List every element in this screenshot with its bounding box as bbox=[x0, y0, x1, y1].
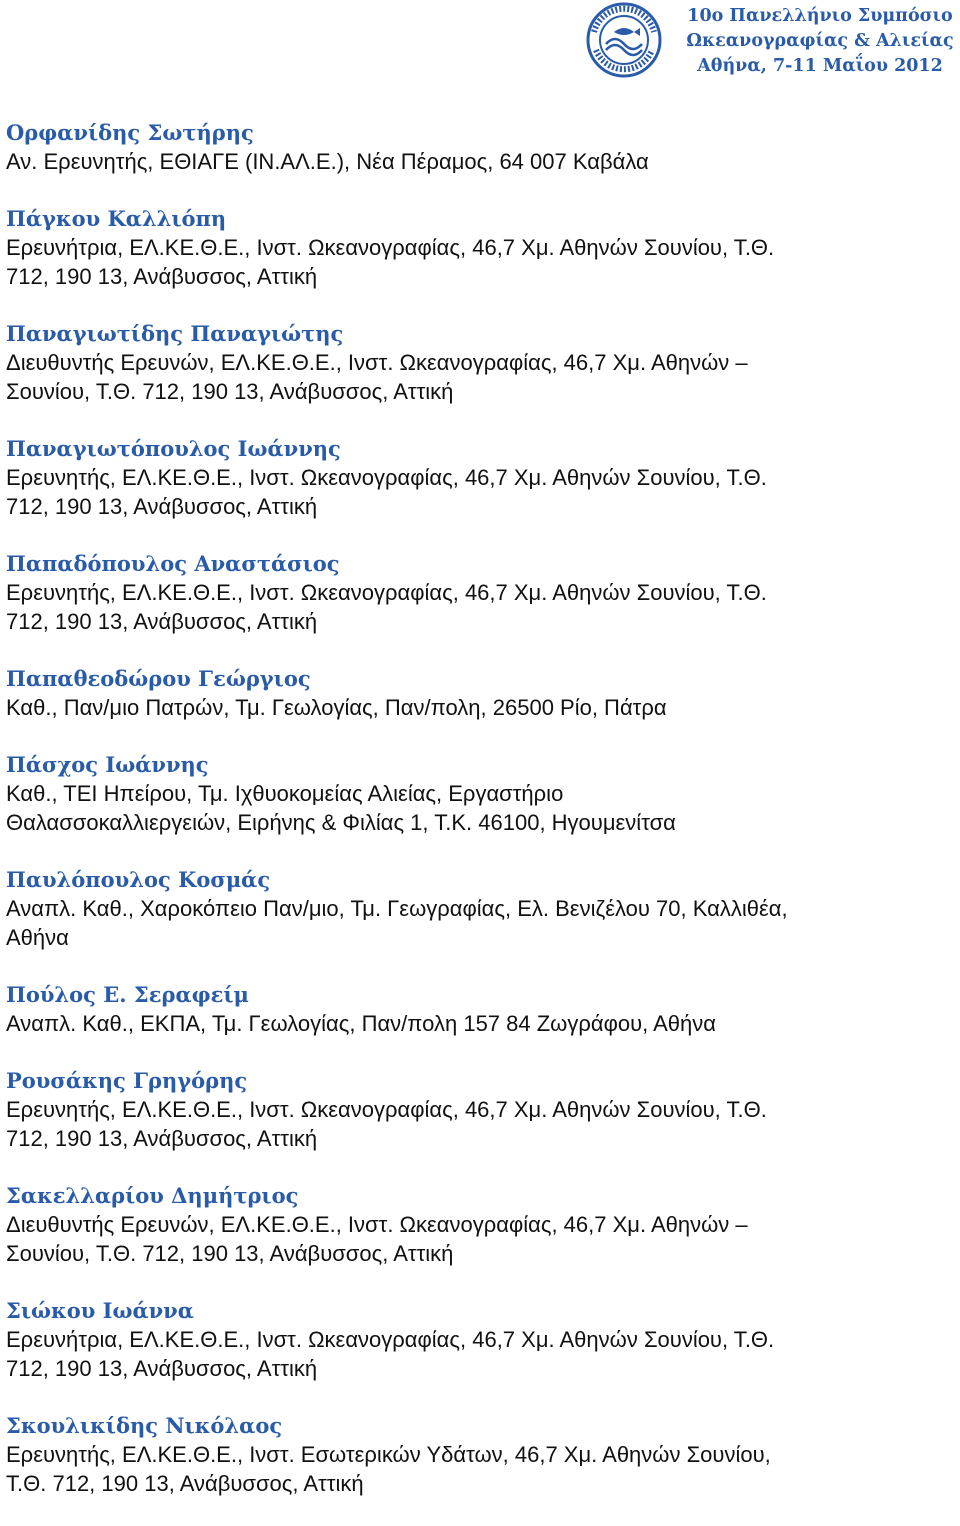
list-item bbox=[6, 865, 956, 952]
list-item bbox=[6, 980, 956, 1038]
list-item bbox=[6, 1066, 956, 1153]
participant-address: Καθ., ΤΕΙ Ηπείρου, Τμ. Ιχθυοκομείας Αλιείας, Εργαστήριο Θαλασσοκαλλιεργειών, Ειρήνης & Φιλίας 1, Τ.Κ. 46100, Ηγουμενίτσα bbox=[6, 781, 676, 835]
participant-address: Διευθυντής Ερευνών, ΕΛ.ΚΕ.Θ.Ε., Ινστ. Ωκεανογραφίας, 46,7 Χμ. Αθηνών – Σουνίου, Τ.Θ. 712, 190 13, Ανάβυσσος, Αττική bbox=[6, 1212, 748, 1266]
participant-address: Ερευνητής, ΕΛ.ΚΕ.Θ.Ε., Ινστ. Ωκεανογραφίας, 46,7 Χμ. Αθηνών Σουνίου, Τ.Θ. 712, 190 13, Ανάβυσσος, Αττική bbox=[6, 465, 767, 519]
participant-name: Παπαδόπουλος Αναστάσιος bbox=[6, 551, 340, 576]
list-item bbox=[6, 664, 956, 722]
conference-title bbox=[684, 4, 956, 79]
participant-address: Διευθυντής Ερευνών, ΕΛ.ΚΕ.Θ.Ε., Ινστ. Ωκεανογραφίας, 46,7 Χμ. Αθηνών – Σουνίου, Τ.Θ. 712, 190 13, Ανάβυσσος, Αττική bbox=[6, 350, 748, 404]
participant-address: Αν. Ερευνητής, ΕΘΙΑΓΕ (ΙΝ.ΑΛ.Ε.), Νέα Πέραμος, 64 007 Καβάλα bbox=[6, 149, 649, 174]
conference-line-1: 10ο Πανελλήνιο Συμπόσιο bbox=[687, 6, 953, 26]
conference-line-2: Ωκεανογραφίας & Αλιείας bbox=[686, 31, 954, 51]
participant-name: Πούλος Ε. Σεραφείμ bbox=[6, 982, 249, 1007]
list-item bbox=[6, 750, 956, 837]
list-item bbox=[6, 204, 956, 291]
list-item bbox=[6, 319, 956, 406]
participant-name: Πάγκου Καλλιόπη bbox=[6, 206, 227, 231]
list-item bbox=[6, 549, 956, 636]
list-item bbox=[6, 1411, 956, 1498]
participant-address: Ερευνητής, ΕΛ.ΚΕ.Θ.Ε., Ινστ. Εσωτερικών Υδάτων, 46,7 Χμ. Αθηνών Σουνίου, Τ.Θ. 712, 190 13, Ανάβυσσος, Αττική bbox=[6, 1442, 771, 1496]
participant-address: Αναπλ. Καθ., Χαροκόπειο Παν/μιο, Τμ. Γεωγραφίας, Ελ. Βενιζέλου 70, Καλλιθέα, Αθήνα bbox=[6, 896, 788, 950]
participant-name: Παυλόπουλος Κοσμάς bbox=[6, 867, 271, 892]
participant-name: Σακελλαρίου Δημήτριος bbox=[6, 1183, 299, 1208]
participant-list bbox=[6, 118, 956, 1526]
participant-name: Παπαθεοδώρου Γεώργιος bbox=[6, 666, 311, 691]
participant-name: Ορφανίδης Σωτήρης bbox=[6, 120, 254, 145]
participant-address: Ερευνητής, ΕΛ.ΚΕ.Θ.Ε., Ινστ. Ωκεανογραφίας, 46,7 Χμ. Αθηνών Σουνίου, Τ.Θ. 712, 190 13, Ανάβυσσος, Αττική bbox=[6, 580, 767, 634]
list-item bbox=[6, 434, 956, 521]
participant-name: Σκουλικίδης Νικόλαος bbox=[6, 1413, 283, 1438]
participant-address: Ερευνήτρια, ΕΛ.ΚΕ.Θ.Ε., Ινστ. Ωκεανογραφίας, 46,7 Χμ. Αθηνών Σουνίου, Τ.Θ. 712, 190 13, Ανάβυσσος, Αττική bbox=[6, 235, 775, 289]
participant-name: Πάσχος Ιωάννης bbox=[6, 752, 209, 777]
participant-name: Σιώκου Ιωάννα bbox=[6, 1298, 194, 1323]
participant-name: Παναγιωτόπουλος Ιωάννης bbox=[6, 436, 341, 461]
conference-logo-icon bbox=[584, 2, 664, 78]
list-item bbox=[6, 1296, 956, 1383]
list-item bbox=[6, 118, 956, 176]
list-item bbox=[6, 1181, 956, 1268]
page-header bbox=[0, 0, 960, 84]
participant-name: Παναγιωτίδης Παναγιώτης bbox=[6, 321, 344, 346]
conference-line-3: Αθήνα, 7-11 Μαΐου 2012 bbox=[697, 56, 943, 76]
participant-address: Καθ., Παν/μιο Πατρών, Τμ. Γεωλογίας, Παν/πολη, 26500 Ρίο, Πάτρα bbox=[6, 695, 667, 720]
participant-name: Ρουσάκης Γρηγόρης bbox=[6, 1068, 248, 1093]
participant-address: Ερευνήτρια, ΕΛ.ΚΕ.Θ.Ε., Ινστ. Ωκεανογραφίας, 46,7 Χμ. Αθηνών Σουνίου, Τ.Θ. 712, 190 13, Ανάβυσσος, Αττική bbox=[6, 1327, 775, 1381]
participant-address: Ερευνητής, ΕΛ.ΚΕ.Θ.Ε., Ινστ. Ωκεανογραφίας, 46,7 Χμ. Αθηνών Σουνίου, Τ.Θ. 712, 190 13, Ανάβυσσος, Αττική bbox=[6, 1097, 767, 1151]
participant-address: Αναπλ. Καθ., ΕΚΠΑ, Τμ. Γεωλογίας, Παν/πολη 157 84 Ζωγράφου, Αθήνα bbox=[6, 1011, 716, 1036]
